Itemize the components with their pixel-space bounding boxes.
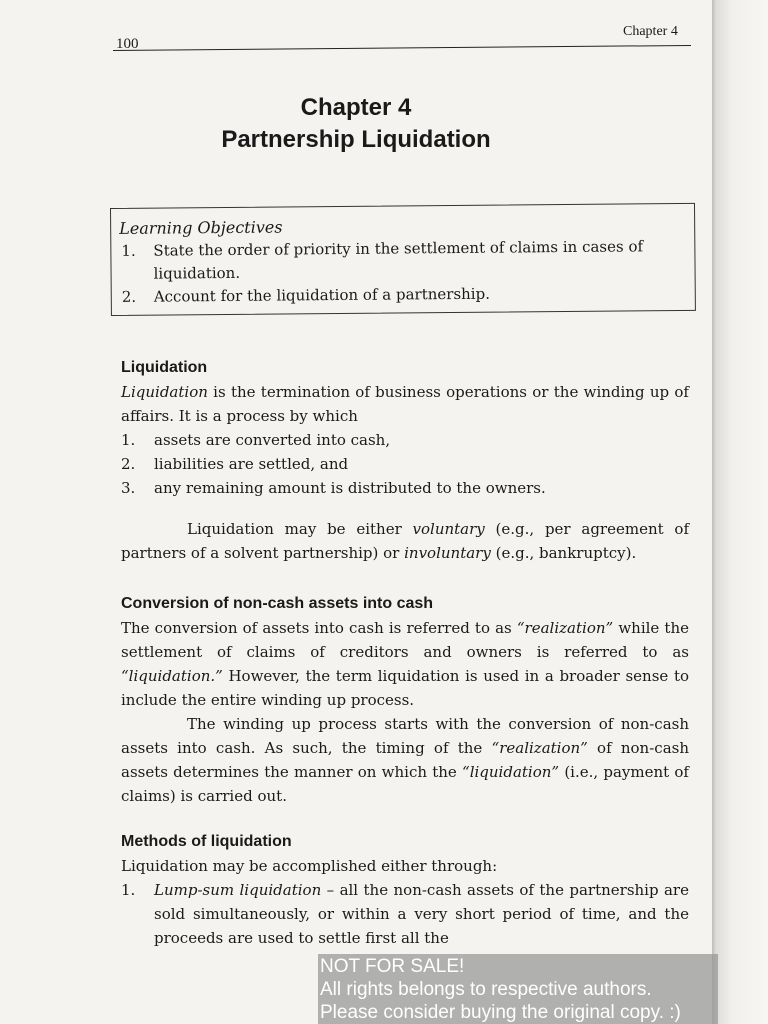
paragraph-text: (e.g., bankruptcy). bbox=[490, 544, 637, 562]
chapter-number: Chapter 4 bbox=[300, 94, 412, 121]
term-liquidation: “liquidation.” bbox=[121, 667, 223, 685]
term-voluntary: voluntary bbox=[412, 520, 485, 538]
term-lump-sum: Lump-sum liquidation bbox=[154, 881, 322, 899]
list-text: assets are converted into cash, bbox=[154, 431, 391, 449]
paragraph: Liquidation may be accomplished either through: bbox=[121, 857, 498, 875]
objective-text: State the order of priority in the settlement of claims in cases of liquidation. bbox=[153, 237, 644, 283]
term-involuntary: involuntary bbox=[404, 544, 491, 562]
chapter-name: Partnership Liquidation bbox=[221, 126, 491, 153]
section-heading: Methods of liquidation bbox=[121, 833, 292, 850]
section-conversion bbox=[121, 592, 689, 808]
paragraph-text: (e.g., per agreement of partners of a solvent partnership) or bbox=[121, 520, 689, 562]
term-realization: “realization” bbox=[516, 619, 614, 637]
watermark-line: NOT FOR SALE! bbox=[320, 956, 465, 977]
list-text: – all the non-cash assets of the partnership are sold simultaneously, or within a very short period of time, and the proceeds are used to settle first all the bbox=[154, 881, 689, 947]
list-item bbox=[121, 878, 689, 950]
objective-number: 2. bbox=[121, 287, 137, 306]
paragraph-text: However, the term liquidation is used in a broader sense to include the entire winding up process. bbox=[121, 667, 689, 709]
term-liquidation: Liquidation bbox=[121, 383, 208, 401]
term-realization: “realization” bbox=[491, 739, 588, 757]
list-item bbox=[121, 428, 689, 452]
section-heading: Conversion of non-cash assets into cash bbox=[121, 595, 434, 612]
paragraph bbox=[121, 616, 689, 712]
list-number: 2. bbox=[121, 455, 136, 473]
running-head: Chapter 4 bbox=[623, 24, 678, 39]
section-methods bbox=[121, 830, 689, 950]
chapter-title bbox=[0, 92, 712, 156]
section-heading: Liquidation bbox=[121, 359, 208, 376]
list-text: any remaining amount is distributed to the owners. bbox=[154, 479, 546, 497]
list-number: 1. bbox=[121, 431, 136, 449]
list-number: 1. bbox=[121, 881, 136, 899]
objective-text: Account for the liquidation of a partnership. bbox=[153, 284, 491, 306]
list-item bbox=[121, 476, 689, 500]
watermark bbox=[318, 954, 718, 1024]
header-rule bbox=[113, 45, 691, 52]
paragraph-text: The winding up process starts with the conversion of non-cash assets into cash. As such, the timing of the bbox=[121, 715, 689, 757]
paragraph-text: of non-cash assets determines the manner on which the bbox=[121, 739, 689, 781]
book-spine-shadow bbox=[712, 0, 768, 1024]
objective-number: 1. bbox=[121, 241, 136, 260]
section-liquidation bbox=[121, 356, 689, 565]
page-number: 100 bbox=[116, 36, 139, 52]
paragraph bbox=[121, 517, 689, 565]
list-text: liabilities are settled, and bbox=[154, 455, 349, 473]
objective-item bbox=[119, 235, 688, 286]
paragraph bbox=[121, 380, 689, 428]
paragraph-text: The conversion of assets into cash is referred to as bbox=[121, 619, 517, 637]
paragraph-text: is the termination of business operations or the winding up of affairs. It is a process by which bbox=[121, 383, 689, 425]
objective-item bbox=[120, 281, 689, 309]
paragraph-text: (i.e., payment of claims) is carried out. bbox=[121, 763, 689, 805]
learning-objectives-box bbox=[110, 203, 696, 316]
objectives-heading: Learning Objectives bbox=[119, 217, 283, 238]
list-item bbox=[121, 452, 689, 476]
paragraph-text: Liquidation may be either bbox=[187, 520, 413, 538]
paragraph bbox=[121, 712, 689, 808]
list-number: 3. bbox=[121, 479, 136, 497]
paragraph-text: while the settlement of claims of creditors and owners is referred to as bbox=[121, 619, 689, 661]
watermark-line: All rights belongs to respective authors. bbox=[320, 979, 652, 1000]
watermark-line: Please consider buying the original copy. :) bbox=[320, 1002, 681, 1023]
term-liquidation: “liquidation” bbox=[462, 763, 560, 781]
